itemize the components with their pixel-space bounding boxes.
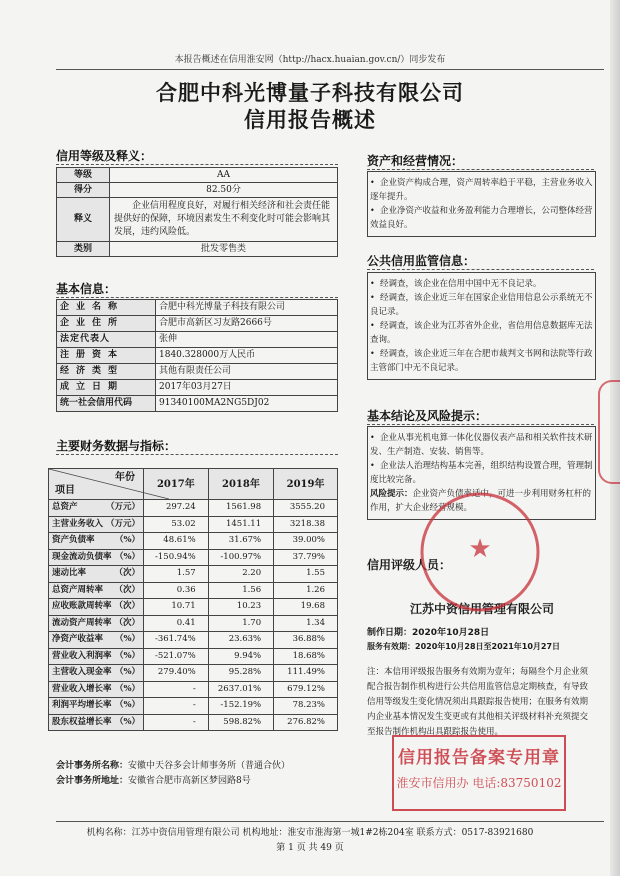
assets-section-rule (367, 169, 594, 170)
finance-item-header: 项目 (55, 485, 75, 496)
finance-item-name: 股东权益增长率 （%） (49, 714, 144, 731)
company-seal-icon (415, 487, 545, 617)
conclusion-section-rule (367, 424, 594, 425)
supervision-box (367, 272, 596, 380)
finance-item-name: 利润平均增长率 （%） (49, 698, 144, 715)
finance-value: 37.79% (274, 549, 338, 566)
footer-divider (56, 821, 604, 822)
finance-value: 1.55 (274, 566, 338, 583)
finance-row (49, 533, 338, 550)
supervision-item: • 经调查，该企业近三年在国家企业信用信息公示系统无不良记录。 (370, 293, 593, 317)
finance-value: 10.71 (144, 599, 209, 616)
rating-section-rule (56, 164, 338, 165)
rating-row-grade (57, 168, 338, 183)
rating-score: 82.50分 (110, 183, 338, 198)
finance-item-name: 速动比率 （次） (49, 566, 144, 583)
finance-section-rule (56, 454, 338, 455)
supervision-item: • 经调查，该企业在信用中国中无不良记录。 (370, 279, 542, 289)
finance-item-name: 资产负债率 （%） (49, 533, 144, 550)
rating-row-category (57, 242, 338, 257)
svg-text:★: ★ (468, 534, 492, 564)
finance-item-name: 应收账款周转率 （次） (49, 599, 144, 616)
supervision-section-title: 公共信用监管信息： (367, 254, 476, 268)
finance-value: 2.20 (208, 566, 273, 583)
assets-item: • 企业资产构成合理，资产周转率趋于平稳，主营业务收入逐年提升。 (370, 178, 593, 202)
finance-value: 36.88% (274, 632, 338, 649)
risk-tip: 风险提示：企业资产负债率适中，可进一步利用财务杠杆的作用，扩大企业经营规模。 (370, 489, 592, 513)
service-period-line: 服务有效期：2020年10月28日至2021年10月27日 (367, 642, 561, 651)
info-label: 企业住所 (57, 316, 156, 332)
firm-name-line (56, 758, 290, 771)
finance-value: 23.63% (208, 632, 273, 649)
publish-note: 本报告概述在信用淮安网（http://hacx.huaian.gov.cn/）同步发布 (174, 55, 446, 65)
rating-row-meaning (57, 198, 338, 242)
finance-value: -521.07% (144, 648, 209, 665)
finance-value: 19.68 (274, 599, 338, 616)
finance-item-name: 总资产周转率 （次） (49, 582, 144, 599)
company-title: 合肥中科光博量子科技有限公司 (156, 80, 464, 105)
info-value: 1840.328000万人民币 (156, 348, 338, 364)
finance-row (49, 549, 338, 566)
finance-value: 1.70 (208, 615, 273, 632)
info-label: 注册资本 (57, 348, 156, 364)
bullet-icon: • (370, 349, 375, 358)
rating-table (56, 167, 338, 257)
page-number: 第 1 页 共 49 页 (276, 843, 344, 853)
header-divider (56, 69, 604, 70)
finance-row (49, 500, 338, 517)
finance-item-name: 主营业务收入 （万元） (49, 516, 144, 533)
rating-label: 类别 (57, 242, 110, 257)
info-row (57, 396, 338, 412)
rating-grade: AA (110, 168, 338, 183)
finance-item-name: 现金流动负债率 （%） (49, 549, 144, 566)
firm-address-label: 会计事务所地址： (56, 776, 129, 786)
bullet-icon: • (370, 293, 375, 302)
info-row (57, 316, 338, 332)
info-value: 张伸 (156, 332, 338, 348)
stamp-line2: 淮安市信用办 电话:83750102 (396, 776, 562, 790)
info-label: 统一社会信用代码 (57, 396, 156, 412)
info-label: 企业名称 (57, 300, 156, 316)
filing-stamp (392, 735, 566, 811)
conclusion-section-title: 基本结论及风险提示： (367, 409, 488, 423)
info-value: 91340100MA2NG5DJ02 (156, 396, 338, 412)
finance-item-name: 净资产收益率 （%） (49, 632, 144, 649)
rating-label: 得分 (57, 183, 110, 198)
finance-value: 111.49% (274, 665, 338, 682)
finance-value: 53.02 (144, 516, 209, 533)
finance-row (49, 648, 338, 665)
finance-row (49, 516, 338, 533)
finance-value: 3555.20 (274, 500, 338, 517)
bullet-icon: • (370, 321, 375, 330)
finance-value: 0.41 (144, 615, 209, 632)
finance-item-name: 营业收入利润率 （%） (49, 648, 144, 665)
basic-section-title: 基本信息： (56, 282, 117, 296)
bullet-icon: • (370, 206, 375, 215)
finance-row (49, 632, 338, 649)
finance-value: 1.57 (144, 566, 209, 583)
info-row (57, 300, 338, 316)
report-title: 信用报告概述 (244, 107, 376, 132)
bullet-icon: • (370, 461, 375, 470)
finance-value: -361.74% (144, 632, 209, 649)
finance-item-name: 总资产 （万元） (49, 500, 144, 517)
finance-row (49, 566, 338, 583)
made-date-line: 制作日期：2020年10月28日 (367, 628, 490, 638)
finance-value: 679.12% (274, 681, 338, 698)
finance-value: 279.40% (144, 665, 209, 682)
rating-label: 等级 (57, 168, 110, 183)
finance-table (48, 468, 338, 731)
info-value: 2017年03月27日 (156, 380, 338, 396)
rating-section-title: 信用等级及释义： (56, 149, 153, 163)
stamp-line1: 信用报告备案专用章 (398, 748, 560, 768)
info-value: 其他有限责任公司 (156, 364, 338, 380)
year-header: 2018年 (208, 469, 273, 500)
finance-value: 1.34 (274, 615, 338, 632)
finance-value: 276.82% (274, 714, 338, 731)
finance-value: 95.28% (208, 665, 273, 682)
assets-box (367, 171, 596, 237)
rater-label: 信用评级人员： (367, 558, 452, 572)
finance-value: - (144, 714, 209, 731)
finance-value: 18.68% (274, 648, 338, 665)
finance-value: 297.24 (144, 500, 209, 517)
finance-value: 9.94% (208, 648, 273, 665)
finance-item-name: 营业收入增长率 （%） (49, 681, 144, 698)
supervision-item: • 经调查，该企业为江苏省外企业，省信用信息数据库无法查询。 (370, 321, 593, 345)
info-label: 法定代表人 (57, 332, 156, 348)
info-label: 经济类型 (57, 364, 156, 380)
finance-value: -100.97% (208, 549, 273, 566)
finance-value: -150.94% (144, 549, 209, 566)
basic-section-rule (56, 297, 338, 298)
finance-value: - (144, 698, 209, 715)
rater-org: 江苏中资信用管理有限公司 (409, 602, 554, 616)
rating-row-score (57, 183, 338, 198)
finance-row (49, 665, 338, 682)
bullet-icon: • (370, 279, 375, 288)
supervision-section-rule (367, 269, 594, 270)
finance-section-title: 主要财务数据与指标： (56, 439, 177, 453)
supervision-item: • 经调查，该企业近三年在合肥市裁判文书网和法院等行政主管部门中无不良记录。 (370, 349, 593, 373)
assets-section-title: 资产和经营情况： (367, 154, 464, 168)
finance-value: 1451.11 (208, 516, 273, 533)
conclusion-item: • 企业从事光机电算一体化仪器仪表产品和相关软件技术研发、生产制造、安装、销售等。 (370, 433, 593, 457)
finance-value: 31.67% (208, 533, 273, 550)
finance-row (49, 681, 338, 698)
finance-row (49, 599, 338, 616)
finance-value: 3218.38 (274, 516, 338, 533)
finance-item-name: 流动资产周转率 （次） (49, 615, 144, 632)
finance-value: - (144, 681, 209, 698)
info-label: 成立日期 (57, 380, 156, 396)
finance-body (49, 500, 338, 731)
finance-value: 2637.01% (208, 681, 273, 698)
finance-value: -152.19% (208, 698, 273, 715)
finance-value: 1.26 (274, 582, 338, 599)
bullet-icon: • (370, 433, 375, 442)
firm-name-label: 会计事务所名称： (56, 761, 129, 771)
rating-label: 释义 (57, 198, 110, 242)
finance-year-header: 年份 (115, 472, 136, 483)
footer-text: 机构名称：江苏中资信用管理有限公司 机构地址：淮安市淮海第一城1#2栋204室 联系方式：0517-83921680 (86, 828, 534, 838)
rater-note: 注：本信用评级报告服务有效期为壹年；每隔叁个月企业须配合报告制作机构进行公共信用监管信息定期核查，有导致信用等级发生变化情况须出具跟踪报告使用；在服务有效期内企业基本情况发生变更或有其他相关评级材料补充须提交至报告制作机构出具跟踪报告使用。 (367, 667, 589, 737)
finance-value: 39.00% (274, 533, 338, 550)
year-header: 2019年 (274, 469, 338, 500)
finance-corner-cell (49, 469, 144, 500)
info-row (57, 332, 338, 348)
info-value: 合肥市高新区习友路2666号 (156, 316, 338, 332)
firm-name-value: 安徽中天谷多会计师事务所（普通合伙） (128, 761, 291, 771)
rating-meaning: 企业信用程度良好，对履行相关经济和社会责任能提供好的保障，环境因素发生不利变化时可能会影响其发展，违约风险低。 (110, 198, 338, 242)
basic-info-table (56, 299, 338, 412)
firm-address-value: 安徽省合肥市高新区梦园路8号 (128, 776, 251, 786)
finance-row (49, 582, 338, 599)
finance-value: 0.36 (144, 582, 209, 599)
rating-category: 批发零售类 (110, 242, 338, 257)
finance-value: 10.23 (208, 599, 273, 616)
bullet-icon: • (370, 178, 375, 187)
info-row (57, 348, 338, 364)
firm-address-line (56, 773, 251, 786)
info-value: 合肥中科光博量子科技有限公司 (156, 300, 338, 316)
finance-value: 48.61% (144, 533, 209, 550)
finance-value: 78.23% (274, 698, 338, 715)
conclusion-item: • 企业法人治理结构基本完善，组织结构设置合理，管理制度比较完备。 (370, 461, 593, 485)
finance-value: 1.56 (208, 582, 273, 599)
edge-seal-icon (598, 380, 620, 484)
info-row (57, 380, 338, 396)
finance-header-row (49, 469, 338, 500)
finance-row (49, 698, 338, 715)
finance-row (49, 615, 338, 632)
assets-item: • 企业净资产收益和业务盈利能力合理增长，公司整体经营效益良好。 (370, 206, 593, 230)
finance-value: 1561.98 (208, 500, 273, 517)
finance-item-name: 主营收入现金率 （%） (49, 665, 144, 682)
year-header: 2017年 (144, 469, 209, 500)
finance-value: 598.82% (208, 714, 273, 731)
finance-row (49, 714, 338, 731)
info-row (57, 364, 338, 380)
